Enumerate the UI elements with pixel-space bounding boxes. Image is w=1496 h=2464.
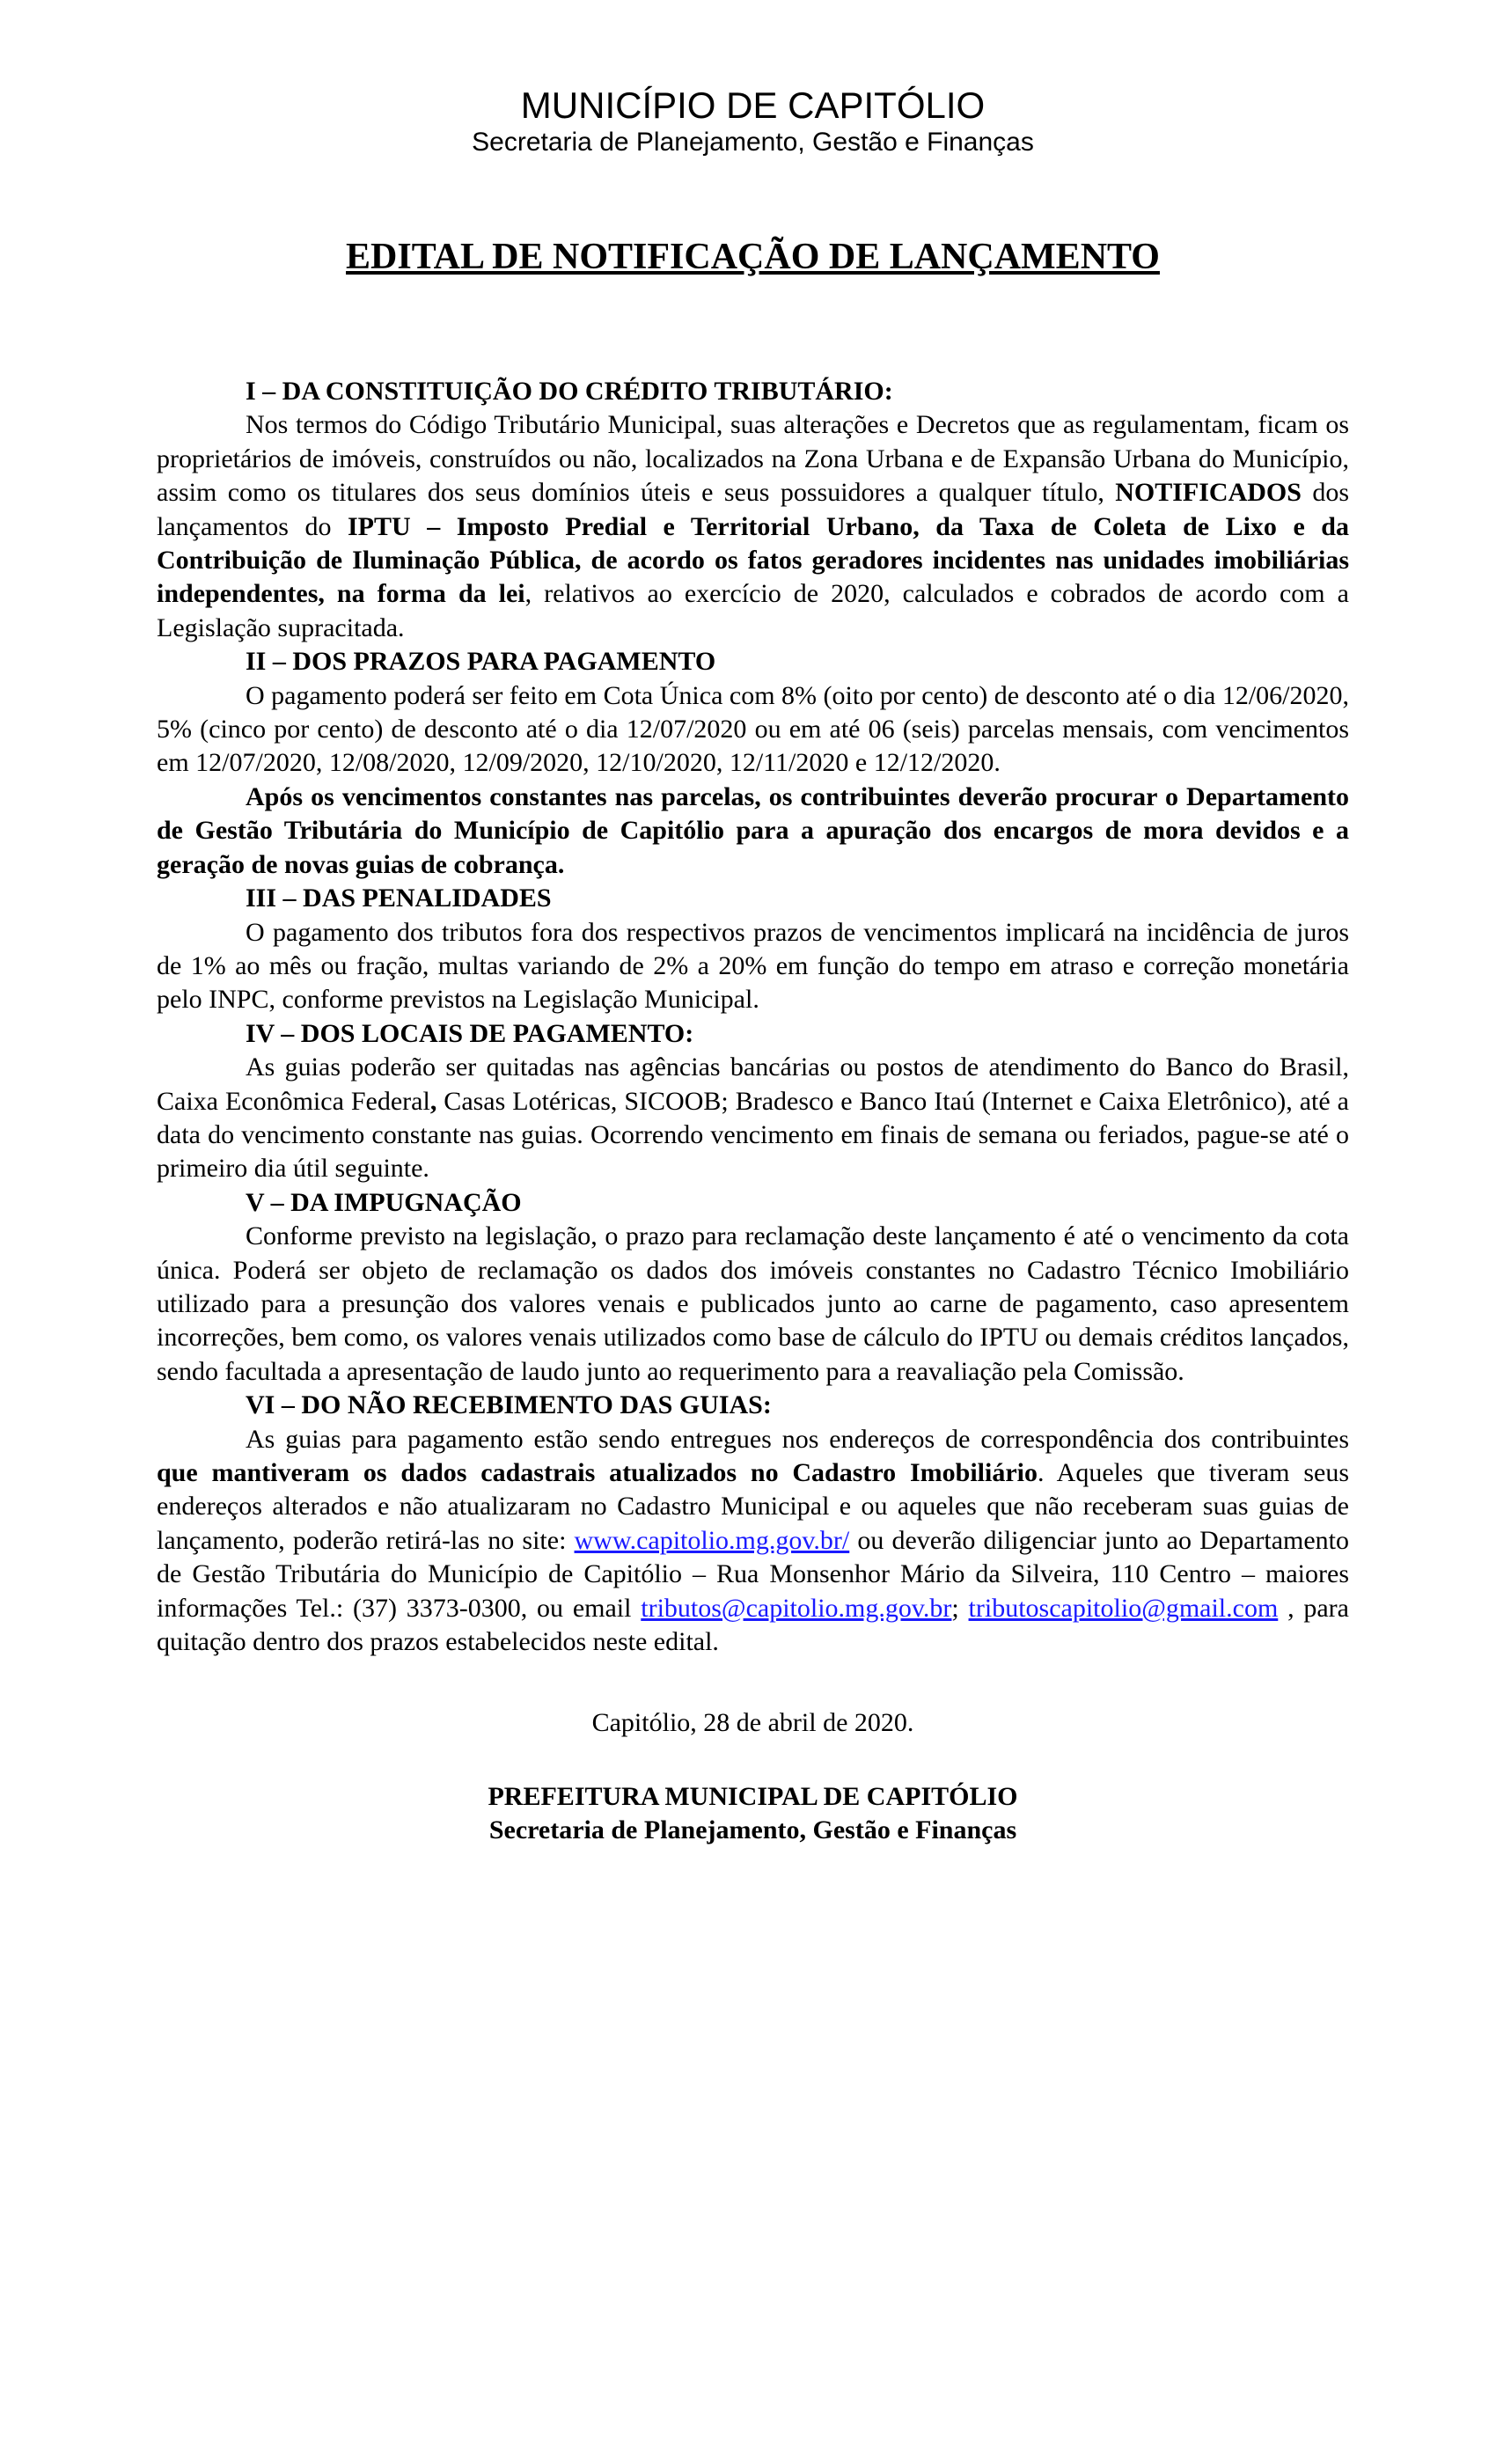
document-page (157, 84, 1349, 1847)
edict-title: EDITAL DE NOTIFICAÇÃO DE LANÇAMENTO (346, 237, 1160, 277)
text-span: , para quitação dentro dos prazos estabelecidos neste edital. (157, 1593, 1349, 1657)
bold-span: que mantiveram os dados cadastrais atualizados no Cadastro Imobiliário (157, 1458, 1038, 1487)
bold-span: IPTU – Imposto Predial e Territorial Urbano, da Taxa de Coleta de Lixo e da Contribuição de Iluminação Pública, de acordo os fatos geradores incidentes nas unidades imobiliárias independentes, na forma da lei (157, 511, 1349, 609)
section-4-heading: IV – DOS LOCAIS DE PAGAMENTO: (246, 1018, 694, 1048)
text-span: , relativos ao exercício de 2020, calculados e cobrados de acordo com a Legislação supracitada. (157, 579, 1349, 642)
section-4-paragraph (157, 1051, 1349, 1186)
section-5-heading: V – DA IMPUGNAÇÃO (246, 1187, 522, 1217)
text-span: dos lançamentos do (157, 478, 1349, 541)
document-date: Capitólio, 28 de abril de 2020. (591, 1708, 914, 1738)
section-2-heading: II – DOS PRAZOS PARA PAGAMENTO (246, 647, 716, 677)
section-3-paragraph: O pagamento dos tributos fora dos respectivos prazos de vencimentos implicará na incidência de juros de 1% ao mês ou fração, multas variando de 2% a 20% em função do tempo em atraso e correção monetária pelo INPC, conforme previstos na Legislação Municipal. (157, 917, 1349, 1015)
section-6-paragraph (157, 1423, 1349, 1660)
section-2-paragraph-2: Após os vencimentos constantes nas parcelas, os contribuintes deverão procurar o Departamento de Gestão Tributária do Município de Capitólio para a apuração dos encargos de mora devidos e a geração de novas guias de cobrança. (157, 781, 1349, 879)
text-span: As guias poderão ser quitadas nas agências bancárias ou postos de atendimento do Banco do Brasil, Caixa Econômica Federal (157, 1052, 1349, 1116)
email-link-gmail[interactable]: tributoscapitolio@gmail.com (968, 1593, 1279, 1623)
section-5-paragraph: Conforme previsto na legislação, o prazo para reclamação deste lançamento é até o vencimento da cota única. Poderá ser objeto de reclamação os dados dos imóveis constantes no Cadastro Técnico Imobiliário utilizado para a presunção dos valores venais e publicados junto ao carne de pagamento, caso apresentem incorreções, bem como, os valores venais utilizados como base de cálculo do IPTU ou demais créditos lançados, sendo facultada a apresentação de laudo junto ao requerimento para a reavaliação pela Comissão. (157, 1221, 1349, 1386)
department-subtitle: Secretaria de Planejamento, Gestão e Finanças (472, 128, 1034, 157)
text-span: As guias para pagamento estão sendo entregues nos endereços de correspondência dos contribuintes (246, 1424, 1349, 1454)
section-6-heading: VI – DO NÃO RECEBIMENTO DAS GUIAS: (246, 1390, 772, 1420)
bold-span: , (429, 1086, 437, 1116)
bold-span: NOTIFICADOS (1115, 478, 1302, 508)
edict-body (157, 375, 1349, 1659)
text-span: Nos termos do Código Tributário Municipal, suas alterações e Decretos que as regulamentam, ficam os proprietários de imóveis, construídos ou não, localizados na Zona Urbana e de Expansão Urbana do Município, assim como os titulares dos seus domínios úteis e seus possuidores a qualquer título, (157, 410, 1349, 508)
signature-institution: PREFEITURA MUNICIPAL DE CAPITÓLIO (488, 1782, 1018, 1812)
email-link-tributos[interactable]: tributos@capitolio.mg.gov.br (641, 1593, 952, 1623)
municipality-title: MUNICÍPIO DE CAPITÓLIO (520, 84, 986, 126)
section-3-heading: III – DAS PENALIDADES (246, 884, 552, 913)
text-span: ou deverão diligenciar junto ao Departamento de Gestão Tributária do Município de Capitólio – Rua Monsenhor Mário da Silveira, 110 Centro – maiores informações Tel.: (37) 3373-0300, ou email (157, 1525, 1350, 1623)
text-span: . Aqueles que tiveram seus endereços alterados e não atualizaram no Cadastro Municipal e ou aqueles que não receberam suas guias de lançamento, poderão retirá-las no site: (157, 1458, 1349, 1555)
section-1-heading: I – DA CONSTITUIÇÃO DO CRÉDITO TRIBUTÁRIO: (246, 377, 893, 406)
text-span: Casas Lotéricas, SICOOB; Bradesco e Banco Itaú (Internet e Caixa Eletrônico), até a data do vencimento constante nas guias. Ocorrendo vencimento em finais de semana ou feriados, pague-se até o primeiro dia útil seguinte. (157, 1086, 1349, 1184)
text-span: ; (951, 1593, 969, 1623)
signature-department: Secretaria de Planejamento, Gestão e Finanças (488, 1815, 1017, 1845)
website-link[interactable]: www.capitolio.mg.gov.br/ (574, 1525, 850, 1555)
section-1-paragraph (157, 408, 1349, 645)
section-2-paragraph-1: O pagamento poderá ser feito em Cota Única com 8% (oito por cento) de desconto até o dia 12/06/2020, 5% (cinco por cento) de desconto até o dia 12/07/2020 ou em até 06 (seis) parcelas mensais, com vencimentos em 12/07/2020, 12/08/2020, 12/09/2020, 12/10/2020, 12/11/2020 e 12/12/2020. (157, 680, 1349, 778)
